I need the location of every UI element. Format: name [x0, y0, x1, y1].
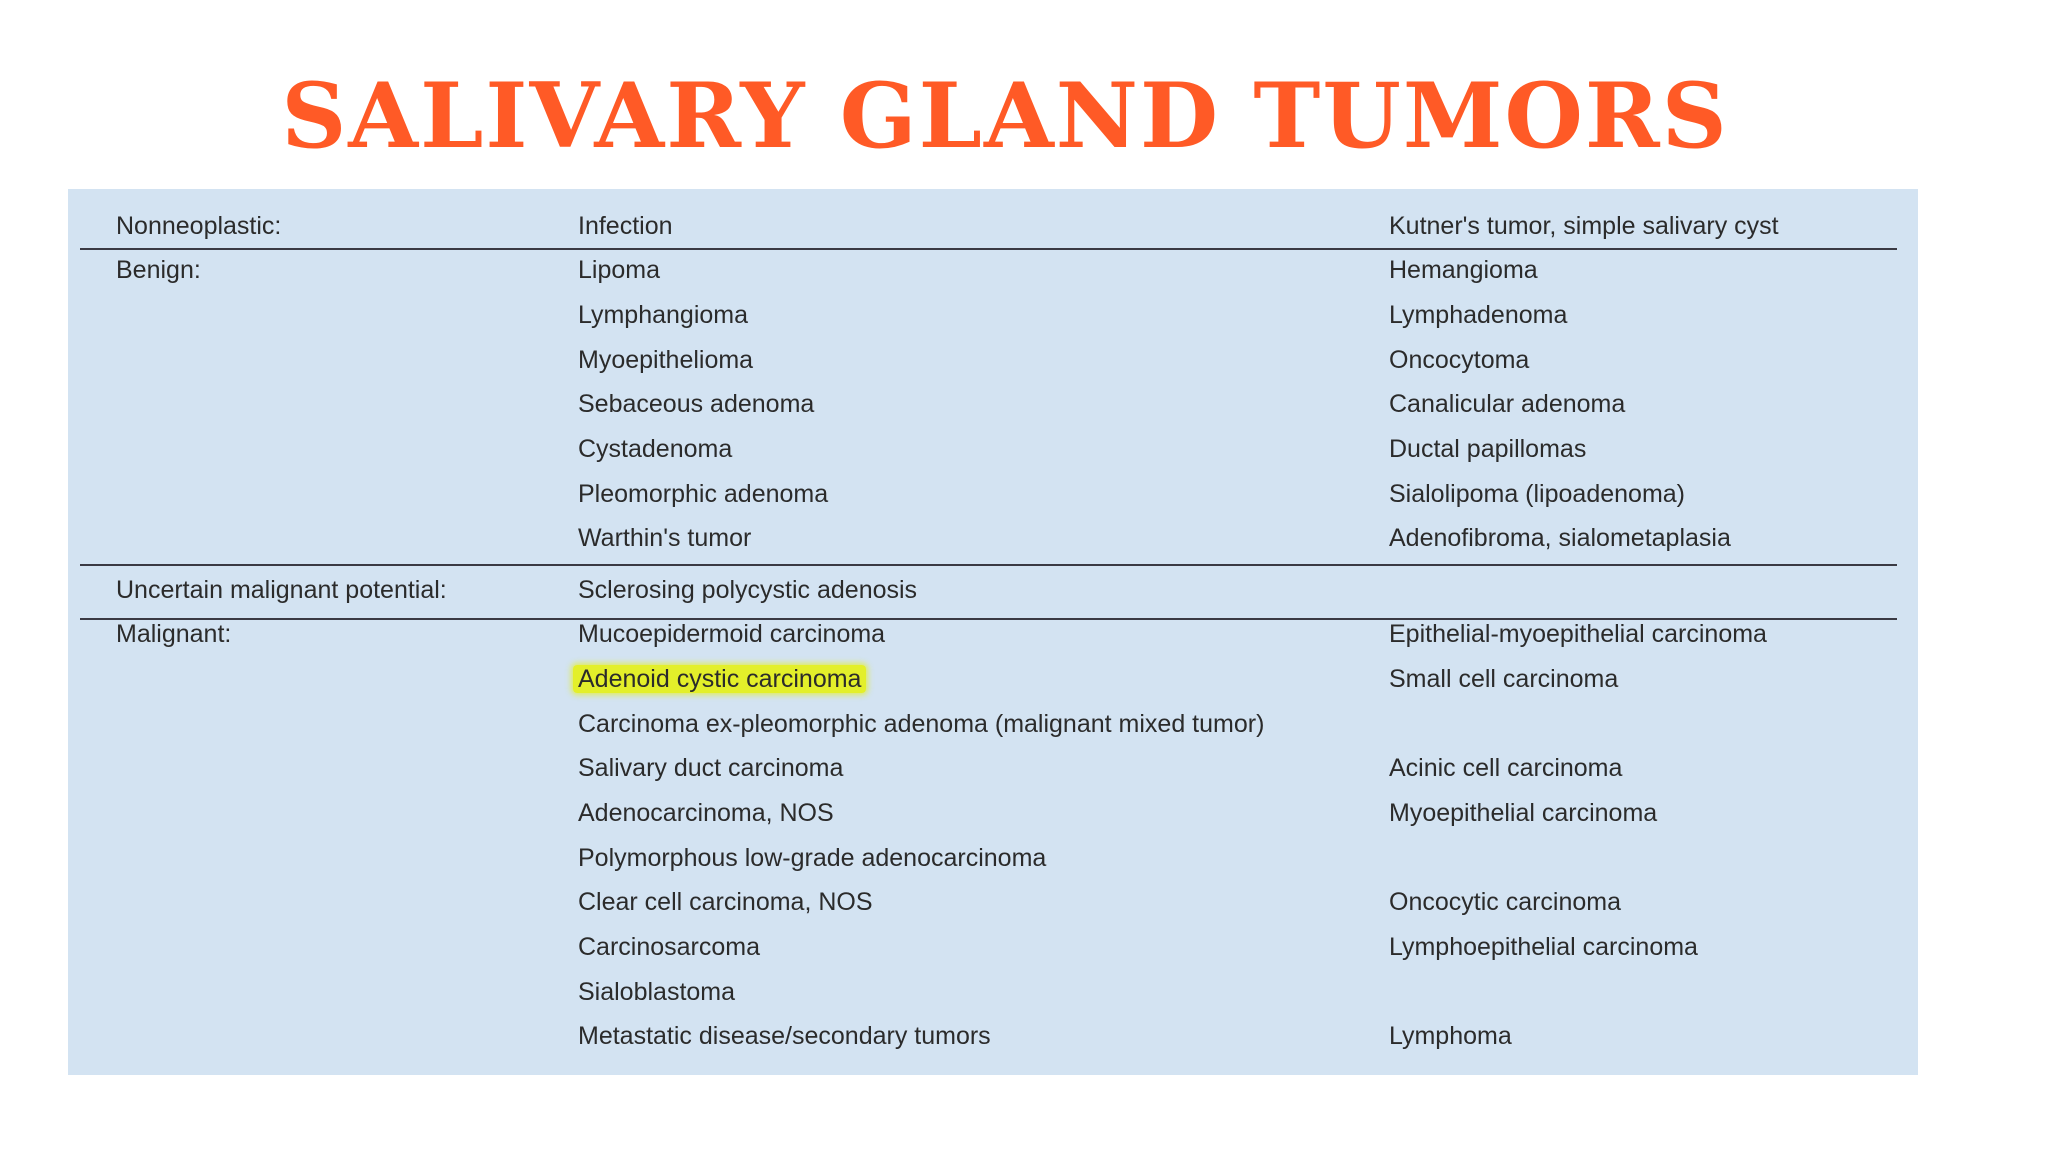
- row-right-entry: Epithelial-myoepithelial carcinoma: [1389, 620, 1767, 648]
- page-title: SALIVARY GLAND TUMORS: [281, 63, 1729, 169]
- row-left-entry: Pleomorphic adenoma: [578, 480, 829, 508]
- row-right-entry: Sialolipoma (lipoadenoma): [1389, 480, 1685, 508]
- row-left-entry: Infection: [578, 212, 673, 240]
- row-category: Malignant:: [116, 620, 232, 648]
- row-left-entry: Warthin's tumor: [578, 524, 752, 552]
- row-category: Nonneoplastic:: [116, 212, 282, 240]
- row-left-entry: Lymphangioma: [578, 301, 749, 329]
- highlighted-entry: Adenoid cystic carcinoma: [573, 665, 866, 693]
- row-left-entry: Salivary duct carcinoma: [578, 754, 844, 782]
- row-right-entry: Adenofibroma, sialometaplasia: [1389, 524, 1731, 552]
- row-right-entry: Acinic cell carcinoma: [1389, 754, 1623, 782]
- row-left-entry: Myoepithelioma: [578, 346, 754, 374]
- row-left-entry: Cystadenoma: [578, 435, 733, 463]
- row-right-entry: Lymphadenoma: [1389, 301, 1568, 329]
- table-divider: [80, 564, 1897, 566]
- row-left-entry: Carcinoma ex-pleomorphic adenoma (malignant mixed tumor): [578, 710, 1265, 738]
- row-left-entry: Mucoepidermoid carcinoma: [578, 620, 886, 648]
- row-right-entry: Lymphoepithelial carcinoma: [1389, 933, 1698, 961]
- row-category: Uncertain malignant potential:: [116, 576, 447, 604]
- row-right-entry: Oncocytoma: [1389, 346, 1530, 374]
- row-right-entry: Myoepithelial carcinoma: [1389, 799, 1658, 827]
- row-right-entry: Kutner's tumor, simple salivary cyst: [1389, 212, 1779, 240]
- row-left-entry: Sclerosing polycystic adenosis: [578, 576, 918, 604]
- classification-table: [68, 189, 1918, 1075]
- row-left-entry: Carcinosarcoma: [578, 933, 761, 961]
- row-left-entry: Polymorphous low-grade adenocarcinoma: [578, 844, 1047, 872]
- row-left-entry: Metastatic disease/secondary tumors: [578, 1022, 991, 1050]
- row-left-entry: Sialoblastoma: [578, 978, 736, 1006]
- table-divider: [80, 248, 1897, 250]
- row-left-entry: Clear cell carcinoma, NOS: [578, 888, 873, 916]
- row-left-entry: [578, 662, 866, 696]
- row-right-entry: Canalicular adenoma: [1389, 390, 1626, 418]
- row-right-entry: Hemangioma: [1389, 256, 1538, 284]
- row-left-entry: Adenocarcinoma, NOS: [578, 799, 834, 827]
- row-right-entry: Lymphoma: [1389, 1022, 1512, 1050]
- row-right-entry: Oncocytic carcinoma: [1389, 888, 1622, 916]
- row-right-entry: Small cell carcinoma: [1389, 665, 1619, 693]
- row-category: Benign:: [116, 256, 201, 284]
- row-left-entry: Lipoma: [578, 256, 660, 284]
- row-left-entry: Sebaceous adenoma: [578, 390, 815, 418]
- row-right-entry: Ductal papillomas: [1389, 435, 1587, 463]
